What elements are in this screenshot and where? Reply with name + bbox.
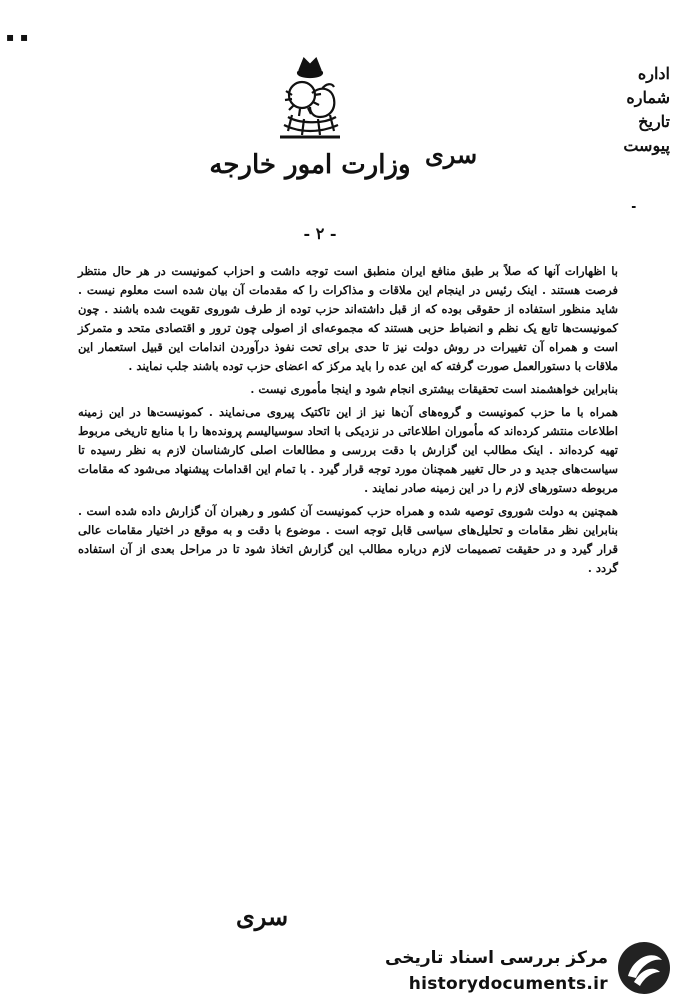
watermark-title: مرکز بررسی اسناد تاریخی [385, 948, 608, 968]
label-department: اداره [637, 64, 670, 83]
paragraph: همراه با ما حزب کمونیست و گروه‌های آن‌ها نیز از این تاکتیک پیروی می‌نمایند . کمونیست‌ها در این زمینه اطلاعات منتشر کرده‌اند که مأموران اطلاعاتی در نزدیکی با اتحاد سوسیالیسم پرونده‌ها را با منابع تاریخی مربوط تهیه کرده‌اند . اینک مطالب این گزارش با دقت بررسی و مطالعات اصلی کارشناسان لازم به نظر رسیده تا سیاست‌های جدید و در حال تغییر همچنان مورد توجه قرار گیرد . با تمام این اقدامات پیشنهاد می‌شود که مقامات مربوطه دستورهای لازم را در این زمینه صادر نمایند . [78, 404, 618, 495]
paragraph: با اظهارات آنها که صلاً بر طبق منافع ایران منطبق است توجه داشت و احزاب کمونیست در هر حال منتظر فرصت هستند . اینک رئیس در اینجام این ملاقات و مذاکرات را که مقدمات آن بیان شده است معلوم نیست . شاید منظور استفاده از حقوقی بوده که از قبل داشته‌اند حزب توده از طرف شوروی تقویت شده باشند . چون کمونیست‌ها تابع یک نظم و انضباط حزبی هستند که مجموعه‌ای از اصولی چون ترور و اقتصادی متحد و متمرکز است و همراه آن تغییرات در روش دولت نیز تا حدی برای تحت نفوذ درآوردن اندامات این قبیل استعمار این ملاقات با دستورالعمل صورت گرفته که این عده را باید مرکز که اعضای حزب توده باشند جلب نمایند . [78, 264, 618, 373]
classification-stamp-top: سری [425, 140, 478, 169]
watermark-url: historydocuments.ir [408, 974, 608, 994]
document-body [78, 262, 618, 582]
scan-corner-mark: ▪ ▪ [6, 30, 30, 44]
letterhead-field-labels [600, 62, 670, 158]
archive-watermark [380, 930, 680, 1002]
paragraph: همچنین به دولت شوروی توصیه شده و همراه حزب کمونیست آن کشور و رهبران آن گزارش داده شده است . بنابراین نظر مقامات و تحلیل‌های سیاسی قابل توجه است . موضوع با دقت و به موقع در اختیار مقامات عالی قرار گیرد و در حقیقت تصمیمات لازم درباره مطالب این گزارش اتخاذ شود تا در مراحل بعدی از آن استفاده گردد . [78, 503, 618, 575]
label-number: شماره [626, 88, 670, 107]
label-attachment: پیوست [623, 136, 670, 155]
margin-mark: ╸ [632, 200, 640, 214]
lion-and-sun-emblem [270, 55, 350, 145]
classification-stamp-bottom: سری [236, 902, 289, 931]
ministry-title: وزارت امور خارجه [209, 150, 411, 180]
label-date: تاریخ [638, 112, 670, 131]
archive-logo-icon [614, 938, 674, 998]
page-number: - ۲ - [303, 224, 337, 243]
paragraph: بنابراین خواهشمند است تحقیقات بیشتری انجام شود و اینجا مأموری نیست . [250, 381, 618, 396]
